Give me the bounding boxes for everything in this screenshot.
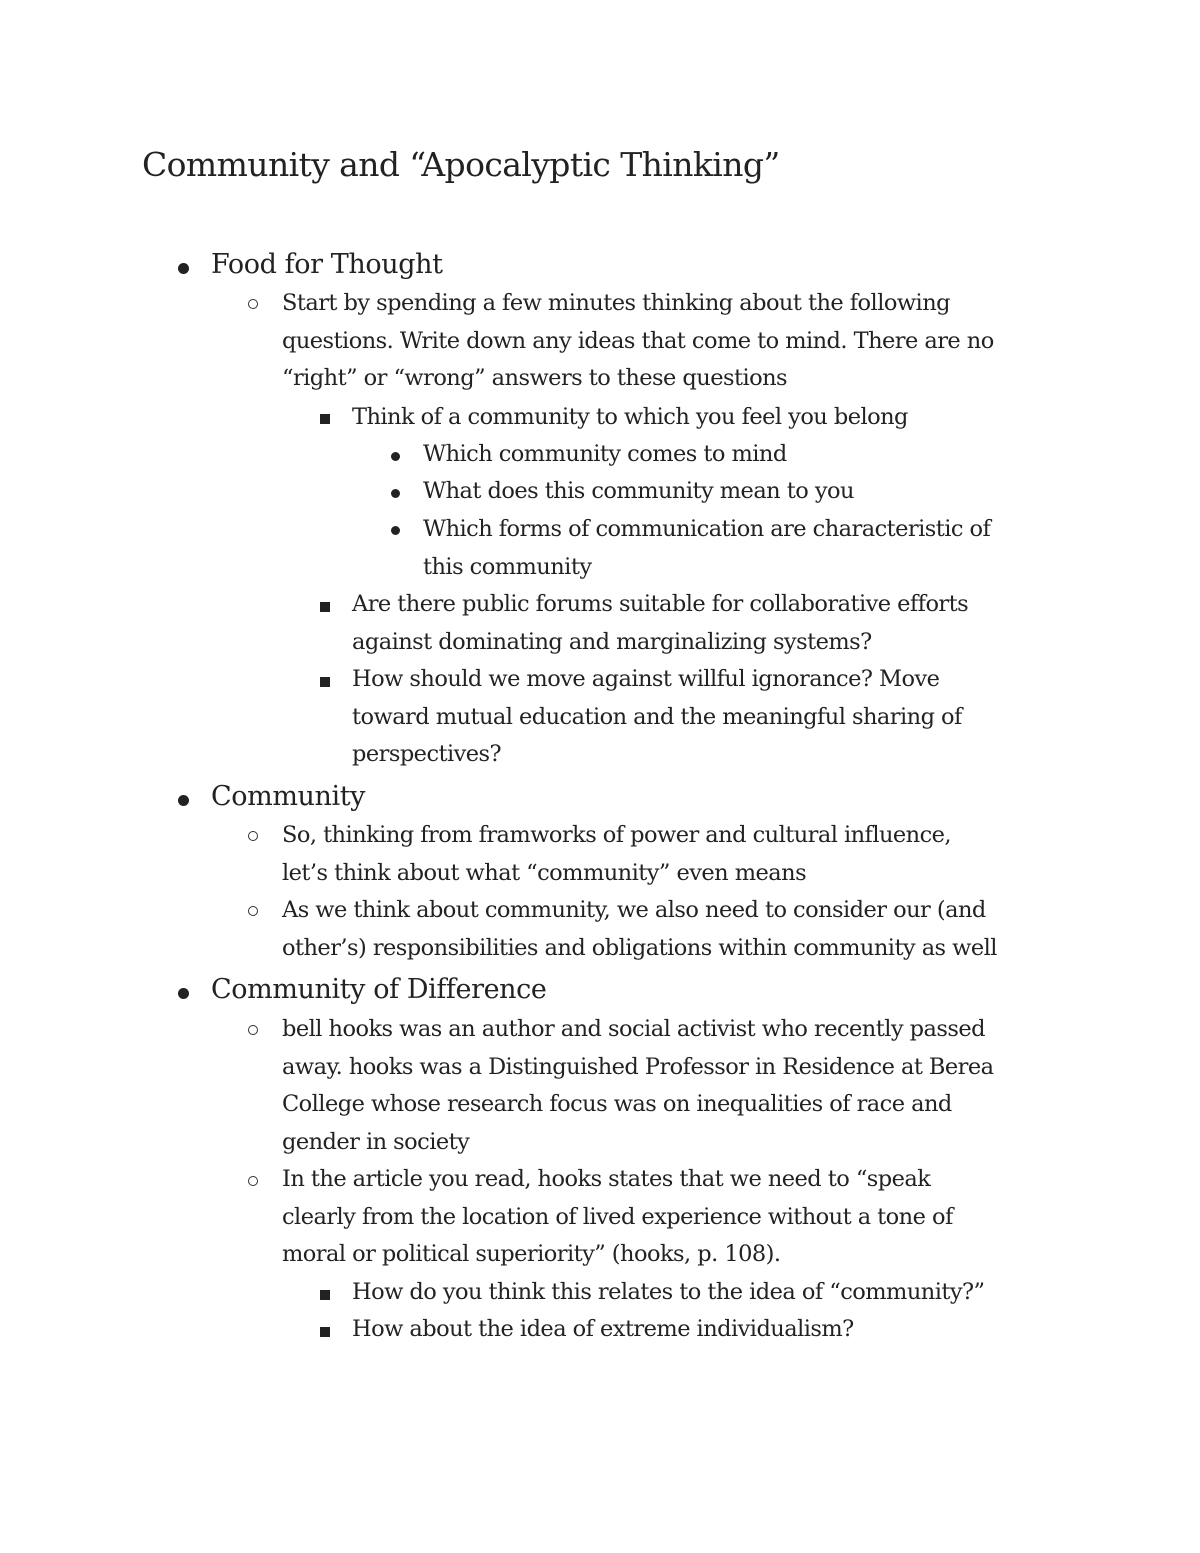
- bullet-disc-icon: [178, 795, 189, 806]
- text-line: let’s think about what “community” even means: [282, 859, 807, 886]
- text-line: Are there public forums suitable for collaborative efforts: [352, 591, 969, 617]
- document-title: Community and “Apocalyptic Thinking”: [142, 145, 780, 184]
- bullet-square-icon: [320, 414, 330, 424]
- list-item-start-by-spending: [282, 285, 994, 398]
- text-line: In the article you read, hooks states that we need to “speak: [282, 1166, 931, 1192]
- text-line: As we think about community, we also need to consider our (and: [282, 897, 986, 923]
- list-item-relates-to-community: [352, 1274, 984, 1312]
- text-line: bell hooks was an author and social activist who recently passed: [282, 1016, 985, 1042]
- list-item-bell-hooks: [282, 1011, 994, 1161]
- text-line: against dominating and marginalizing systems?: [352, 628, 872, 655]
- bullet-square-icon: [320, 602, 330, 612]
- bullet-square-icon: [320, 1327, 330, 1337]
- section-heading-community-of-difference: Community of Difference: [211, 974, 547, 1005]
- bullet-disc-icon: [391, 526, 400, 535]
- bullet-circle-icon: [248, 1176, 258, 1186]
- text-line: toward mutual education and the meaningful sharing of: [352, 703, 962, 730]
- list-item-thinking-from-frameworks: [282, 817, 951, 892]
- list-item-which-forms-of-communication: [423, 511, 990, 586]
- text-line: questions. Write down any ideas that come to mind. There are no: [282, 327, 994, 354]
- section-heading-food-for-thought: Food for Thought: [211, 249, 443, 280]
- text-line: How should we move against willful ignorance? Move: [352, 666, 940, 692]
- text-line: College whose research focus was on inequalities of race and: [282, 1091, 952, 1118]
- text-line: away. hooks was a Distinguished Professor in Residence at Berea: [282, 1053, 994, 1080]
- text-line: this community: [423, 553, 592, 580]
- text-line: So, thinking from framworks of power and cultural influence,: [282, 822, 952, 848]
- bullet-circle-icon: [248, 299, 258, 309]
- text-line: Start by spending a few minutes thinking about the following: [282, 290, 950, 316]
- list-item-public-forums: [352, 586, 968, 661]
- text-line: “right” or “wrong” answers to these questions: [282, 365, 788, 392]
- text-line: perspectives?: [352, 741, 502, 768]
- text-line: clearly from the location of lived experience without a tone of: [282, 1203, 953, 1230]
- list-item-responsibilities: [282, 892, 997, 967]
- text-line: Which forms of communication are characteristic of: [423, 516, 991, 542]
- bullet-disc-icon: [178, 988, 189, 999]
- bullet-square-icon: [320, 1290, 330, 1300]
- list-item-which-community: [423, 436, 787, 474]
- list-item-willful-ignorance: [352, 661, 962, 774]
- text-line: How about the idea of extreme individualism?: [352, 1316, 854, 1342]
- bullet-disc-icon: [178, 263, 189, 274]
- text-line: moral or political superiority” (hooks, p. 108).: [282, 1241, 781, 1268]
- text-line: How do you think this relates to the idea of “community?”: [352, 1279, 985, 1305]
- bullet-circle-icon: [248, 831, 258, 841]
- bullet-disc-icon: [391, 452, 400, 461]
- text-line: What does this community mean to you: [423, 478, 854, 504]
- list-item-extreme-individualism: [352, 1311, 854, 1349]
- list-item-article-quote: [282, 1161, 953, 1274]
- section-heading-community: Community: [211, 781, 366, 812]
- text-line: Which community comes to mind: [423, 441, 787, 467]
- bullet-circle-icon: [248, 1025, 258, 1035]
- text-line: other’s) responsibilities and obligations within community as well: [282, 934, 997, 961]
- bullet-disc-icon: [391, 489, 400, 498]
- text-line: gender in society: [282, 1128, 470, 1155]
- bullet-circle-icon: [248, 906, 258, 916]
- bullet-square-icon: [320, 677, 330, 687]
- list-item-think-of-a-community: [352, 399, 908, 437]
- list-item-what-does-this-community: [423, 473, 854, 511]
- text-line: Think of a community to which you feel you belong: [352, 404, 908, 430]
